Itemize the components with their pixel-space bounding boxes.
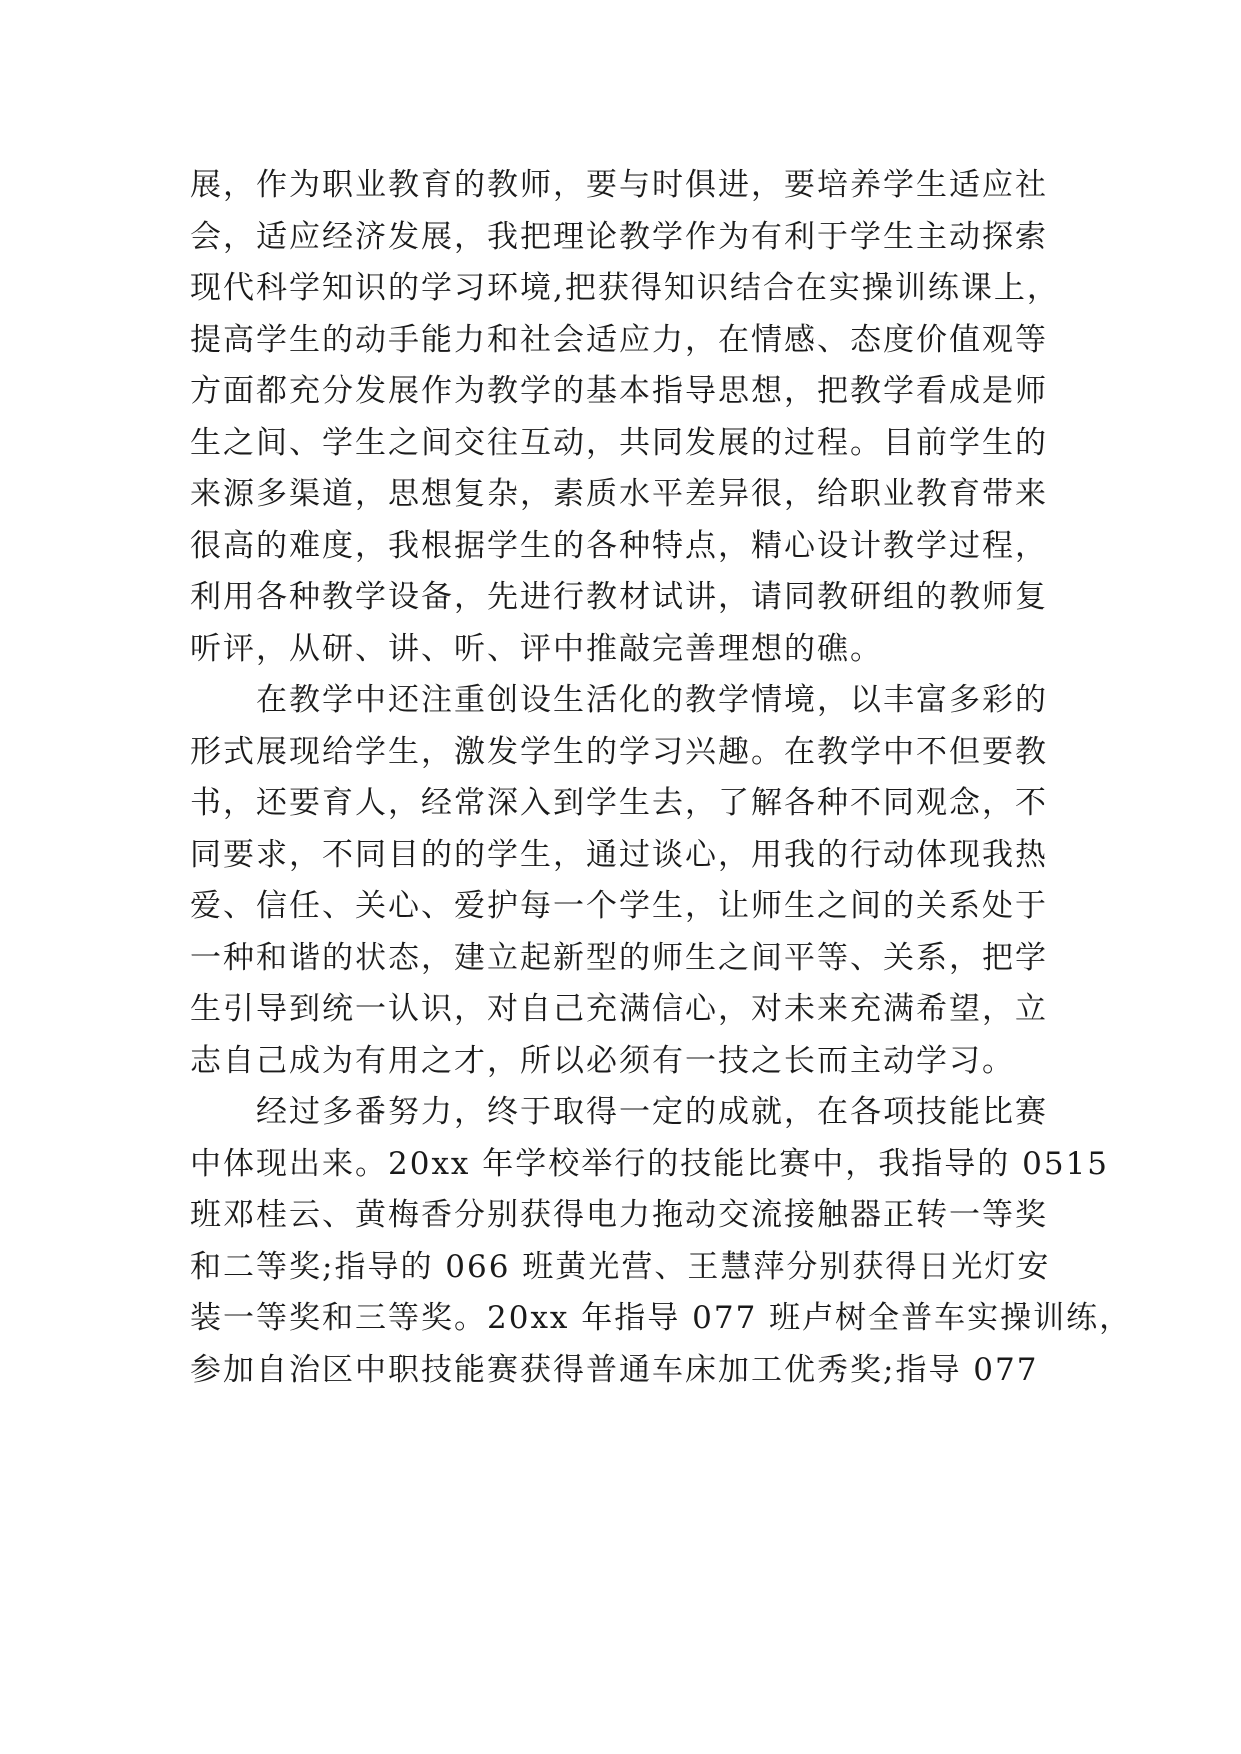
text-line: 会，适应经济发展，我把理论教学作为有利于学生主动探索	[190, 218, 1048, 255]
text-line: 来源多渠道，思想复杂，素质水平差异很，给职业教育带来	[190, 476, 1048, 512]
text-line: 装一等奖和三等奖。20xx 年指导 077 班卢树全普车实操训练，	[190, 1300, 1133, 1336]
text-line: 一种和谐的状态，建立起新型的师生之间平等、关系，把学	[190, 939, 1048, 976]
text-line: 现代科学知识的学习环境,把获得知识结合在实操训练课上，	[190, 270, 1060, 306]
text-line: 生引导到统一认识，对自己充满信心，对未来充满希望，立	[190, 991, 1048, 1027]
text-line: 方面都充分发展作为教学的基本指导思想，把教学看成是师	[190, 373, 1048, 409]
text-line: 书，还要育人，经常深入到学生去，了解各种不同观念，不	[190, 785, 1048, 821]
text-line: 同要求，不同目的的学生，通过谈心，用我的行动体现我热	[190, 836, 1048, 873]
text-line: 形式展现给学生，激发学生的学习兴趣。在教学中不但要教	[190, 733, 1048, 770]
text-line: 参加自治区中职技能赛获得普通车床加工优秀奖;指导 077	[190, 1351, 1039, 1388]
text-line: 班邓桂云、黄梅香分别获得电力拖动交流接触器正转一等奖	[190, 1197, 1048, 1233]
text-line: 很高的难度，我根据学生的各种特点，精心设计教学过程，	[190, 527, 1048, 564]
text-line: 和二等奖;指导的 066 班黄光营、王慧萍分别获得日光灯安	[190, 1248, 1051, 1285]
text-line: 爱、信任、关心、爱护每一个学生，让师生之间的关系处于	[190, 888, 1048, 924]
body-text	[190, 160, 1133, 1396]
text-line: 展，作为职业教育的教师，要与时俱进，要培养学生适应社	[190, 167, 1048, 203]
text-line: 利用各种教学设备，先进行教材试讲，请同教研组的教师复	[190, 579, 1048, 615]
text-line: 生之间、学生之间交往互动，共同发展的过程。目前学生的	[190, 424, 1048, 461]
paragraph-start-line: 在教学中还注重创设生活化的教学情境，以丰富多彩的	[256, 682, 1048, 718]
text-line: 中体现出来。20xx 年学校举行的技能比赛中，我指导的 0515	[190, 1145, 1110, 1182]
text-line: 提高学生的动手能力和社会适应力，在情感、态度价值观等	[190, 321, 1048, 358]
text-line: 听评，从研、讲、听、评中推敲完善理想的礁。	[190, 630, 883, 667]
paragraph-start-line: 经过多番努力，终于取得一定的成就，在各项技能比赛	[256, 1094, 1048, 1130]
text-line: 志自己成为有用之才，所以必须有一技之长而主动学习。	[190, 1042, 1015, 1079]
